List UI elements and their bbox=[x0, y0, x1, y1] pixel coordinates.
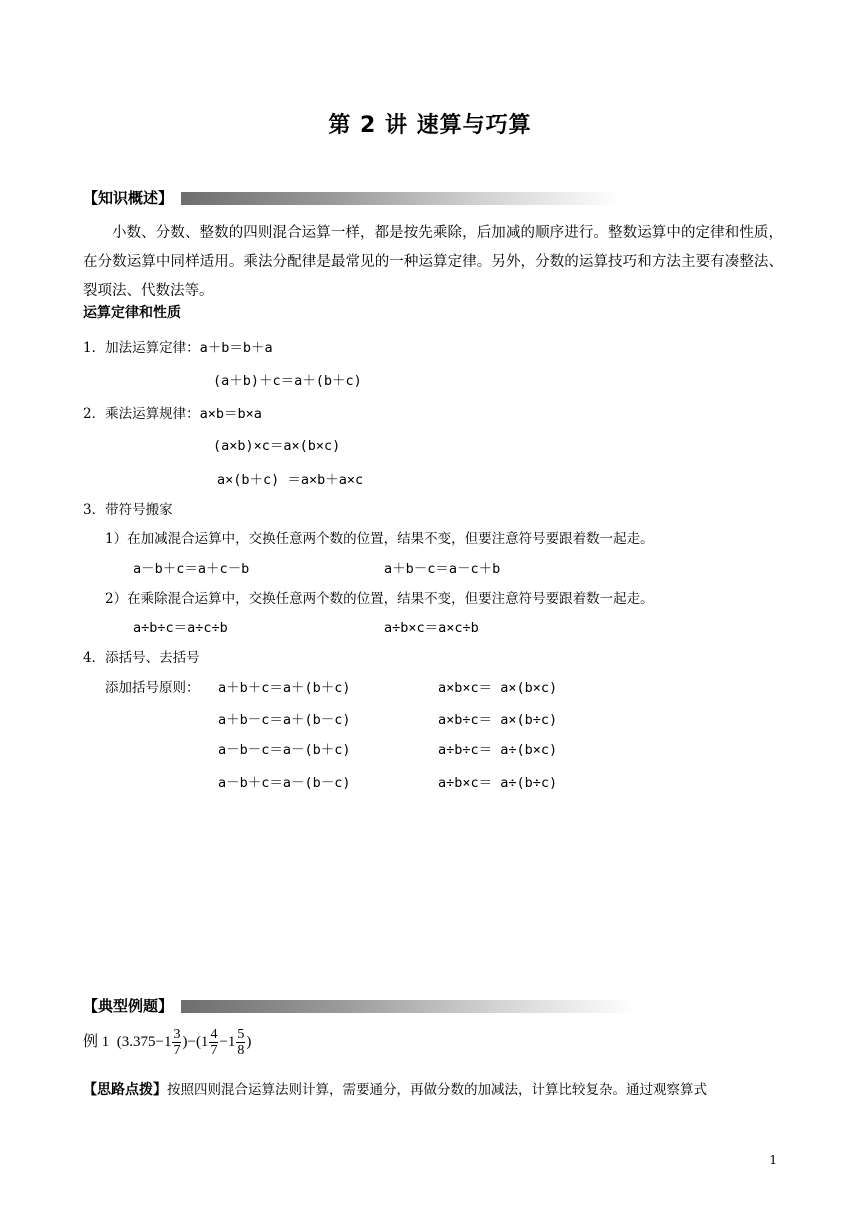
law-3-item-1-formula-1: a－b＋c＝a＋c－b bbox=[133, 561, 250, 577]
law-4-left-formula-1: a＋b＋c＝a＋(b＋c) bbox=[218, 680, 351, 696]
example-1-minus-2: −1 bbox=[219, 1033, 236, 1050]
law-2-formula-1: a×b＝b×a bbox=[199, 406, 262, 422]
law-4-right-formula-1: a×b×c＝ a×(b×c) bbox=[438, 680, 558, 696]
law-1-formula-1: a＋b＝b＋a bbox=[199, 340, 273, 356]
example-1 bbox=[83, 1027, 251, 1058]
page-number: 1 bbox=[769, 1153, 777, 1167]
law-4-right-formula-4: a÷b×c＝ a÷(b÷c) bbox=[438, 775, 558, 791]
section-divider-bar bbox=[181, 192, 621, 205]
page-title: 第 2 讲 速算与巧算 bbox=[328, 113, 532, 138]
law-1 bbox=[83, 336, 273, 356]
fraction-5-8: $\frac{5}{8}$ bbox=[237, 1027, 245, 1058]
section-divider-bar bbox=[181, 1000, 636, 1013]
example-1-open: (3.375 bbox=[116, 1033, 156, 1050]
law-4-rule-label: 添加括号原则： bbox=[105, 680, 200, 696]
fraction-3-7: $\frac{3}{7}$ bbox=[173, 1027, 181, 1058]
law-3-item-1-formula-2: a＋b－c＝a－c＋b bbox=[384, 561, 501, 577]
law-2-formula-2: (a×b)×c＝a×(b×c) bbox=[213, 438, 341, 454]
law-2 bbox=[83, 402, 262, 422]
law-1-label: 1．加法运算定律： bbox=[83, 340, 200, 356]
law-4-left-formula-2: a＋b－c＝a＋(b－c) bbox=[218, 712, 351, 728]
law-4-right-formula-3: a÷b÷c＝ a÷(b×c) bbox=[438, 742, 558, 758]
law-2-label: 2．乘法运算规律： bbox=[83, 406, 200, 422]
law-3-item-2-formula-2: a÷b×c＝a×c÷b bbox=[384, 620, 479, 636]
example-1-close: ) bbox=[246, 1033, 252, 1050]
section-heading-overview: 【知识概述】 bbox=[83, 189, 174, 207]
hint-label: 【思路点拨】 bbox=[83, 1082, 167, 1098]
law-3-item-1: 1）在加减混合运算中，交换任意两个数的位置，结果不变，但要注意符号要跟着数一起走。 bbox=[105, 531, 654, 547]
law-4-left-formula-4: a－b＋c＝a－(b－c) bbox=[218, 775, 351, 791]
hint-line bbox=[83, 1078, 707, 1099]
law-4-left-formula-3: a－b－c＝a－(b＋c) bbox=[218, 742, 351, 758]
section-heading-examples: 【典型例题】 bbox=[83, 997, 174, 1015]
overview-paragraph: 小数、分数、整数的四则混合运算一样，都是按先乘除，后加减的顺序进行。整数运算中的定律和性质，在分数运算中同样适用。乘法分配律是最常见的一种运算定律。另外，分数的运算技巧和方法主要有凑整法、裂项法、代数法等。 bbox=[83, 225, 783, 299]
example-1-label: 例 1 bbox=[83, 1033, 110, 1050]
law-2-formula-3: a×(b＋c) ＝a×b＋a×c bbox=[217, 472, 364, 488]
fraction-4-7: $\frac{4}{7}$ bbox=[210, 1027, 218, 1058]
laws-heading: 运算定律和性质 bbox=[83, 305, 181, 321]
law-3-item-2: 2）在乘除混合运算中，交换任意两个数的位置，结果不变，但要注意符号要跟着数一起走。 bbox=[105, 591, 654, 607]
example-1-middle: )−(1 bbox=[182, 1033, 209, 1050]
law-3-label: 3．带符号搬家 bbox=[83, 502, 173, 518]
law-4-label: 4．添括号、去括号 bbox=[83, 650, 200, 666]
law-1-formula-2: (a＋b)＋c＝a＋(b＋c) bbox=[213, 373, 362, 389]
hint-text: 按照四则混合运算法则计算，需要通分，再做分数的加减法，计算比较复杂。通过观察算式 bbox=[167, 1082, 707, 1098]
law-3-item-2-formula-1: a÷b÷c＝a÷c÷b bbox=[133, 620, 228, 636]
law-4-right-formula-2: a×b÷c＝ a×(b÷c) bbox=[438, 712, 558, 728]
example-1-minus: −1 bbox=[155, 1033, 172, 1050]
